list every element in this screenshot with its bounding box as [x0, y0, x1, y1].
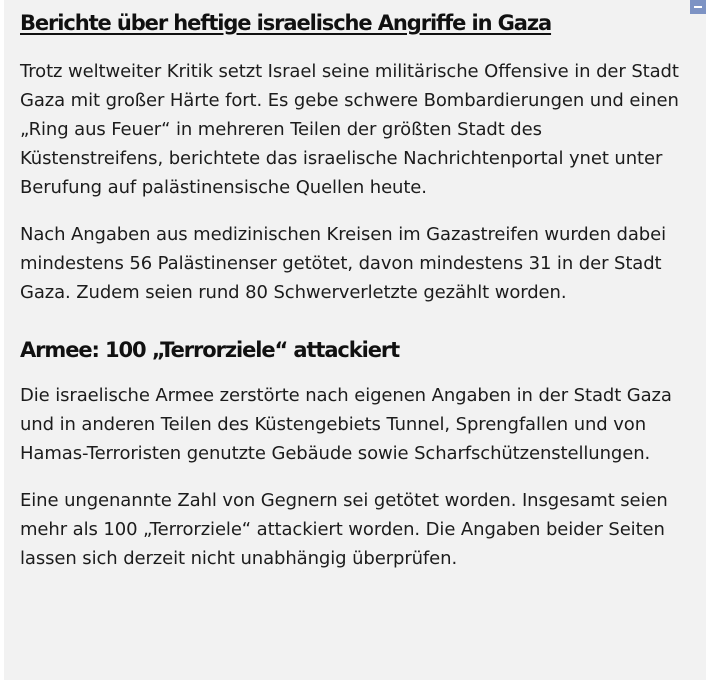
section-subheading: Armee: 100 „Terrorziele“ attackiert	[20, 338, 400, 362]
paragraph-1: Trotz weltweiter Kritik setzt Israel seine militärische Offensive in der Stadt Gaza mit großer Härte fort. Es gebe schwere Bombardierungen und einen „Ring aus Feuer“ in mehreren Teilen der größten Stadt des Küstenstreifens, berichtete das israelische Nachrichtenportal ynet unter Berufung auf palästinensische Quellen heute.	[20, 61, 679, 198]
article-container	[4, 0, 706, 680]
article-title[interactable]: Berichte über heftige israelische Angriffe in Gaza	[20, 11, 552, 35]
paragraph-4: Eine ungenannte Zahl von Gegnern sei getötet worden. Insgesamt seien mehr als 100 „Terrorziele“ attackiert worden. Die Angaben beider Seiten lassen sich derzeit nicht unabhängig überprüfen.	[20, 490, 668, 569]
collapse-tab-icon[interactable]	[690, 0, 706, 14]
paragraph-3: Die israelische Armee zerstörte nach eigenen Angaben in der Stadt Gaza und in anderen Teilen des Küstengebiets Tunnel, Sprengfallen und von Hamas-Terroristen genutzte Gebäude sowie Scharfschützenstellungen.	[20, 385, 672, 464]
paragraph-2: Nach Angaben aus medizinischen Kreisen im Gazastreifen wurden dabei mindestens 56 Palästinenser getötet, davon mindestens 31 in der Stadt Gaza. Zudem seien rund 80 Schwerverletzte gezählt worden.	[20, 224, 666, 303]
